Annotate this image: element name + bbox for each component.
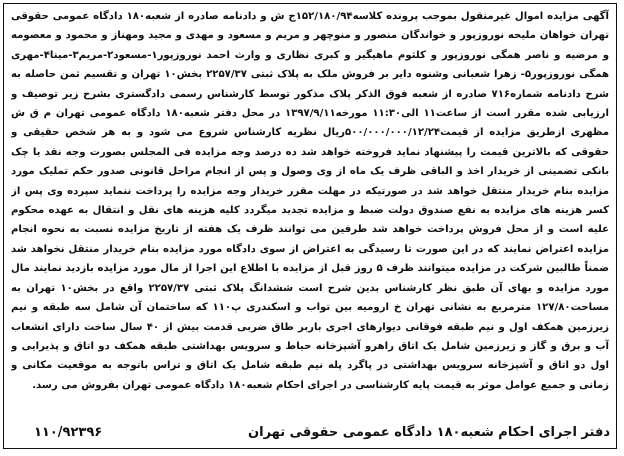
issuing-office: دفتر اجرای احکام شعبه۱۸۰ دادگاه عمومی حقوقی تهران — [248, 425, 610, 440]
notice-body-text: آگهی مزایده اموال غیرمنقول بموجب پرونده کلاسه۱۵۲/۱۸۰/۹۴ج ش و دادنامه صادره از شعبه۱۸۰ دادگاه عمومی حقوقی تهران خواهان ملیحه نوروزپور و خواندگان منصور و منوچهر و مریم و مسعود و مهدی و مجید ومهناز و محمود و معصومه و مرضیه و ناصر همگی نوروزپور و کلثوم ماهیگیر و کبری نظاری و وارث احمد نوروزپور۱-مسعود۲-مریم۳-مینا۴-مهری همگی نوروزپور۵- زهرا شعبانی وشنوه دایر بر فروش ملک به پلاک ثبتی ۲۲۵۷/۳۷ بخش۱۰ تهران و تقسیم ثمن حاصله به شرح دادنامه شماره۷۱۶ صادره از شعبه فوق الذکر پلاک مذکور توسط کارشناس رسمی دادگستری بشرح زیر توصیف و ارزیابی شده مقرر است از ساعت۱۱ الی۱۱:۳۰ مورخه۱۳۹۷/۹/۱۱ در محل دفتر شعبه۱۸۰ دادگاه عمومی تهران م ق ش مظهری ازطریق مزایده از قیمت۵۰۰/۰۰۰/۰۰۰/۱۲/۲۴ریال نظریه کارشناس شروع می شود و به هر شخص حقیقی و حقوقی که بالاترین قیمت را پیشنهاد نماید فروخته خواهد شد ده درصد وجه مزایده فی المجلس بصورت وجه نقد یا چک بانکی تضمینی از خریدار اخذ و الباقی ظرف یک ماه از وی وصول و پس از انجام مراحل قانونی صدور حکم تملیک مورد مزایده بنام خریدار منتقل خواهد شد در صورتیکه در مهلت مقرر خریدار وجه مزایده را پرداخت ننماید سپرده وی پس از کسر هزینه های مزایده به نفع صندوق دولت ضبط و مزایده تجدید میگردد کلیه هزینه های نقل و انتقال به عهده محکوم علیه است و از محل فروش پرداخت خواهد شد طرفین می توانند ظرف یک هفته از تاریخ مزایده نسبت به نحوه انجام مزایده اعتراض نمایند که در این صورت تا رسیدگی به اعتراض از سوی دادگاه مورد مزایده بنام خریدار منتقل نخواهد شد ضمناً طالبین شرکت در مزایده میتوانند ظرف ۵ روز قبل از مزایده با اطلاع این اجرا از مال مورد مزایده بازدید نمایند مال مورد مزایده و بهای آن طبق نظر کارشناس بدین شرح است ششدانگ پلاک ثبتی ۲۲۵۷/۳۷ واقع در بخش۱۰ تهران به مساحت۱۲۷/۸۰ مترمربع به نشانی تهران خ ارومیه بین تواب و اسکندری پ۱۱۰ که ساختمان آن شامل سه طبقه و نیم زیرزمین همکف اول و نیم طبقه فوقانی دیوارهای اجری باربر طاق ضربی قدمت بیش از ۴۰ سال ساخت دارای انشعاب آب و برق و گاز و زیرزمین شامل یک اتاق راهرو آشپزخانه حیاط و سرویس بهداشتی طبقه همکف دو اتاق و پذیرایی و اول دو اتاق و آشپزخانه سرویس بهداشتی در پاگرد پله نیم طبقه شامل یک اتاق و تراس باتوجه به موقعیت مکانی و زمانی و جمیع عوامل موثر به قیمت پایه کارشناسی در اجرای احکام شعبه۱۸۰ دادگاه عمومی تهران بفروش می رسد. — [11, 11, 609, 391]
notice-footer — [34, 422, 610, 444]
reference-number: ۱۱۰/۹۲۳۹۶ — [34, 425, 103, 440]
